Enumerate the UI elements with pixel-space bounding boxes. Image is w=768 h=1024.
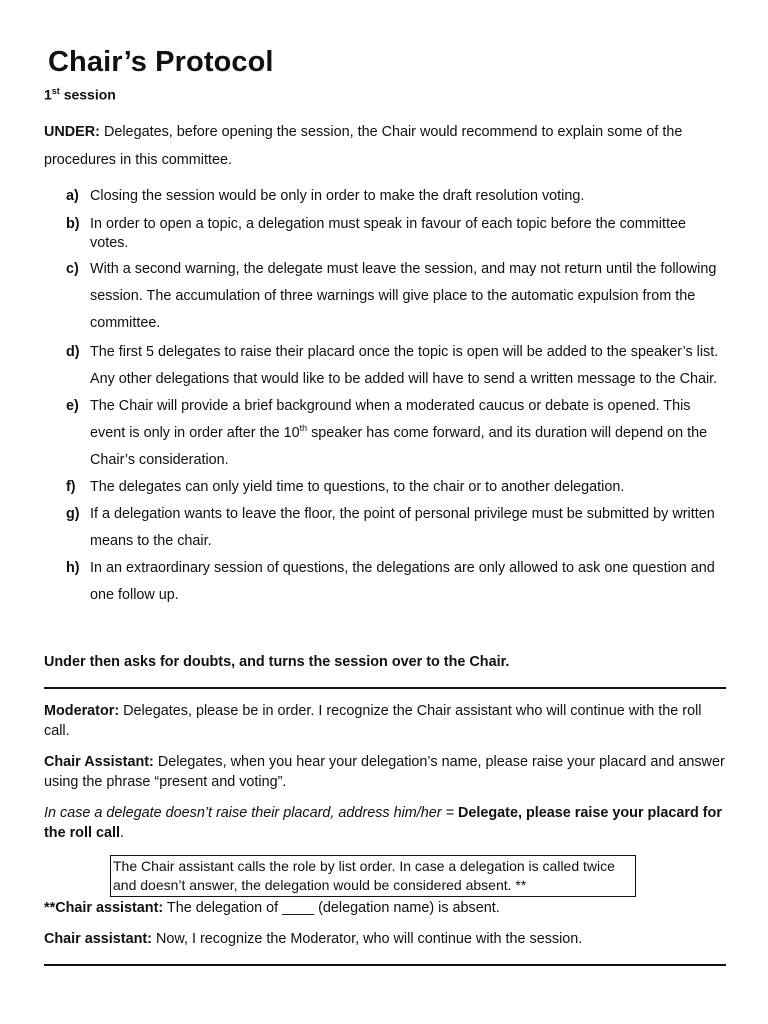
list-item-text-part: speaker has come forward, and its duration will depend on the Chair’s consideration. xyxy=(90,425,708,468)
moderator-recognition xyxy=(44,929,726,949)
procedure-list xyxy=(66,187,726,609)
absent-announcement xyxy=(44,898,726,918)
absent-text: The delegation of ____ (delegation name) is absent. xyxy=(163,900,500,916)
list-marker: h) xyxy=(66,560,80,576)
list-item-text xyxy=(90,393,726,474)
list-item xyxy=(66,501,726,555)
list-marker: e) xyxy=(66,398,79,414)
list-marker: d) xyxy=(66,344,80,360)
absent-speaker: **Chair assistant: xyxy=(44,900,164,916)
placard-note-italic: In case a delegate doesn’t raise their placard, address him/her = xyxy=(44,805,458,821)
session-label: session xyxy=(59,86,116,103)
placard-note-end: . xyxy=(119,825,124,841)
list-item xyxy=(66,215,726,253)
session-number: 1 xyxy=(44,86,52,103)
moderator-paragraph xyxy=(44,701,726,741)
list-marker: g) xyxy=(66,506,80,522)
list-item-text: The delegates can only yield time to questions, to the chair or to another delegation. xyxy=(90,479,625,495)
section-divider xyxy=(44,964,726,966)
moderator-text: Delegates, please be in order. I recognize the Chair assistant who will continue with the roll call. xyxy=(44,703,702,739)
recognition-text: Now, I recognize the Moderator, who will continue with the session. xyxy=(151,931,583,947)
chair-assistant-text: Delegates, when you hear your delegation’s name, please raise your placard and answer using the phrase “present and voting”. xyxy=(44,754,725,790)
list-item-text: In order to open a topic, a delegation must speak in favour of each topic before the committee votes. xyxy=(90,216,686,251)
list-item xyxy=(66,187,726,206)
list-item-text: The first 5 delegates to raise their placard once the topic is open will be added to the speaker’s list. Any other delegations that would like to be added will have to send a written message to the Chair. xyxy=(90,344,719,387)
list-marker: f) xyxy=(66,479,76,495)
list-item xyxy=(66,256,726,337)
list-item-text-part: The Chair will provide a brief background when a moderated caucus or debate is opened. This event is only in order after the 10 xyxy=(90,398,691,441)
ordinal-suffix: th xyxy=(299,423,308,434)
list-item xyxy=(66,474,726,501)
intro-paragraph xyxy=(44,118,726,174)
placard-note xyxy=(44,803,726,843)
list-item xyxy=(66,393,726,474)
recognition-speaker: Chair assistant: xyxy=(44,931,152,947)
handover-line: Under then asks for doubts, and turns the session over to the Chair. xyxy=(44,654,510,670)
moderator-speaker: Moderator: xyxy=(44,703,120,719)
intro-text: Delegates, before opening the session, the Chair would recommend to explain some of the procedures in this committee. xyxy=(44,124,683,168)
chair-assistant-speaker: Chair Assistant: xyxy=(44,754,154,770)
list-item-text: Closing the session would be only in order to make the draft resolution voting. xyxy=(90,188,585,204)
list-marker: c) xyxy=(66,261,79,277)
session-heading xyxy=(44,86,116,103)
roll-call-note-box: The Chair assistant calls the role by list order. In case a delegation is called twice and doesn’t answer, the delegation would be considered absent. ** xyxy=(110,855,636,897)
session-ordinal-suffix: st xyxy=(51,86,60,96)
list-item-text: In an extraordinary session of questions, the delegations are only allowed to ask one question and one follow up. xyxy=(90,560,715,603)
list-item xyxy=(66,555,726,609)
list-marker: b) xyxy=(66,216,80,232)
chair-assistant-paragraph xyxy=(44,752,726,792)
page-title: Chair’s Protocol xyxy=(48,46,274,78)
list-marker: a) xyxy=(66,188,79,204)
list-item-text: If a delegation wants to leave the floor, the point of personal privilege must be submitted by written means to the chair. xyxy=(90,506,715,549)
section-divider xyxy=(44,687,726,689)
intro-speaker: UNDER: xyxy=(44,124,100,140)
list-item xyxy=(66,339,726,393)
list-item-text: With a second warning, the delegate must leave the session, and may not return until the following session. The accumulation of three warnings will give place to the automatic expulsion from the committee. xyxy=(90,261,717,331)
placard-note-bold: Delegate, please raise your placard for the roll call xyxy=(44,805,722,841)
